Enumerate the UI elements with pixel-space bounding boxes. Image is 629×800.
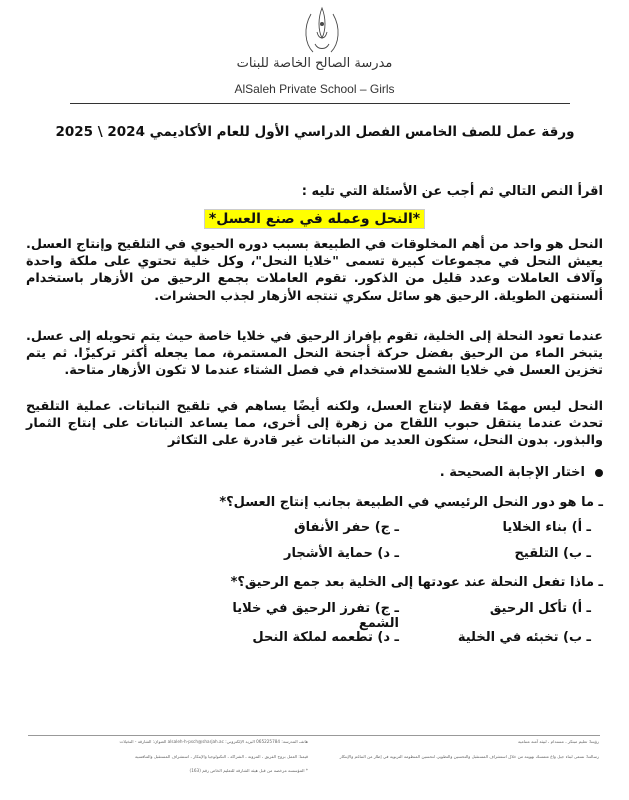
question-2-option-d[interactable]: ـ د) تطعمه لملكة النحل [252, 630, 399, 645]
exercise-instruction: اختار الإجابة الصحيحة . [439, 465, 585, 480]
header-divider [70, 103, 570, 104]
reading-heading: *النحل وعمله في صنع العسل* [204, 209, 425, 229]
footer-mission: رسالتنا: نسعى لبناء جيل واع متمسك بهويته من خلال استشراف المستقبل والتحسين والتطوير، لتحسين المنظومة التربوية في إطار من التناغم والإبتكار [339, 754, 599, 759]
footer-contact: هاتف المدرسة: 065225784 البريد الإلكتروني: alsaleh-h-psch@sharjah.ac العنوان: الشارقة - النخيلات [119, 739, 308, 744]
question-2: ـ ماذا تفعل النحلة عند عودتها إلى الخلية بعد جمع الرحيق؟* [230, 575, 603, 590]
paragraph-2: عندما تعود النحلة إلى الخلية، تقوم بإفراز الرحيق في خلايا خاصة حيث يتم تحويله إلى عسل. يتبخر الماء من الرحيق بفضل حركة أجنحة النحل المستمرة، مما يجعله أكثر تركيزًا. ثم يتم تخزين العسل في خلايا الشمع للاستخدام في فصل الشتاء عندما لا تكون الأزهار متاحة. [26, 329, 603, 379]
question-1: ـ ما هو دور النحل الرئيسي في الطبيعة بجانب إنتاج العسل؟* [219, 495, 603, 510]
school-name-english: AlSaleh Private School – Girls [234, 82, 395, 96]
question-1-option-a[interactable]: ـ أ) بناء الخلايا [502, 520, 591, 535]
reading-instruction: اقرأ النص التالي ثم أجب عن الأسئلة التي تليه : [301, 184, 603, 199]
footer-license: * المؤسسة مرخصة من قبل هيئة الشارقة للتعليم الخاص رقم (163) [189, 768, 308, 773]
question-2-option-b[interactable]: ـ ب) تخبئه في الخلية [457, 630, 591, 645]
bullet-icon [595, 469, 603, 477]
exercise-instruction-row [26, 465, 603, 480]
footer-divider [28, 735, 600, 736]
footer-values: قيمنا: العمل بروح الفريق ، المرونة ، الشراكة ، التكنولوجيا والإبتكار ، استشراف المستقبل والتنافسية [135, 754, 308, 759]
question-2-option-c[interactable]: ـ ج) تفرز الرحيق في خلايا الشمع [232, 601, 399, 631]
paragraph-3: النحل ليس مهمًا فقط لإنتاج العسل، ولكنه أيضًا يساهم في تلقيح النباتات. عملية التلقيح تحدث عندما ينتقل حبوب اللقاح من زهرة إلى أخرى، مما يساعد النباتات على إنتاج الثمار والبذور. بدون النحل، ستكون العديد من النباتات غير قادرة على التكاثر [26, 399, 603, 449]
question-1-option-b[interactable]: ـ ب) التلقيح [514, 546, 591, 561]
school-crest-icon [293, 4, 351, 60]
worksheet-title: ورقة عمل للصف الخامس الفصل الدراسي الأول للعام الأكاديمي 2024 \ 2025 [55, 124, 575, 140]
footer-vision: رؤيتنا: تعليم مبتكر ، مستدام ، لبيئة آمنة متنامية [517, 739, 599, 744]
paragraph-1: النحل هو واحد من أهم المخلوقات في الطبيعة بسبب دوره الحيوي في التلقيح وإنتاج العسل. يعيش النحل في مجموعات كبيرة تسمى "خلايا النحل"، وكل خلية تحتوي على ملكة واحدة وآلاف العاملات وعدد قليل من الذكور. تقوم العاملات بجمع الرحيق من الأزهار باستخدام ألسنتهن الطويلة. الرحيق هو سائل سكري تنتجه الأزهار لجذب الحشرات. [26, 237, 603, 304]
question-1-option-d[interactable]: ـ د) حماية الأشجار [283, 546, 399, 561]
school-name-arabic: مدرسة الصالح الخاصة للبنات [236, 56, 393, 71]
question-2-option-a[interactable]: ـ أ) تأكل الرحيق [489, 601, 591, 616]
question-1-option-c[interactable]: ـ ج) حفر الأنفاق [293, 520, 399, 535]
reading-heading-container [0, 208, 629, 229]
